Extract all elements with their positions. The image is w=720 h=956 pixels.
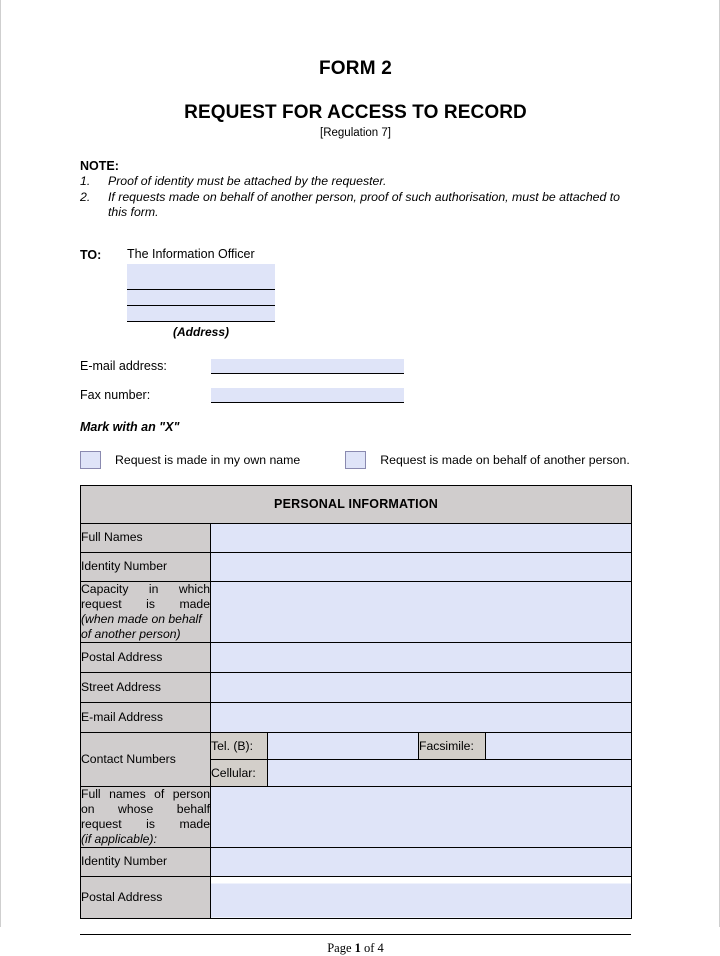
request-type-options [80,451,631,469]
note-item-text: Proof of identity must be attached by the requester. [108,174,387,188]
footer-current-page: 1 [354,940,361,955]
row-input-identity-number[interactable] [211,552,632,581]
address-line-input[interactable] [127,274,275,290]
address-line-input[interactable] [127,306,275,322]
row-input-behalf-full-names[interactable] [211,786,632,847]
row-input-behalf-postal-address[interactable] [211,876,632,918]
note-item [80,190,631,221]
checkbox-own-name[interactable] [80,451,101,469]
form-number: FORM 2 [319,58,392,79]
note-item [80,174,631,190]
checkbox-own-name-label: Request is made in my own name [115,452,301,467]
row-label-street-address: Street Address [81,672,211,702]
row-input-email-address[interactable] [211,702,632,732]
row-label-behalf-note: (if applicable): [81,831,157,846]
table-row [81,672,632,702]
table-header-label: PERSONAL INFORMATION [81,485,632,523]
table-row [81,702,632,732]
page-title: REQUEST FOR ACCESS TO RECORD [184,102,527,123]
address-caption: (Address) [172,324,229,339]
table-row [81,523,632,552]
row-input-cellular[interactable] [268,759,632,786]
row-input-street-address[interactable] [211,672,632,702]
row-label-behalf-main: Full names of person on whose behalf request is made [81,786,210,831]
footer-divider [80,934,631,935]
footer-prefix: Page [327,940,355,955]
note-block [80,159,631,221]
row-input-capacity[interactable] [211,581,632,642]
checkbox-on-behalf-label: Request is made on behalf of another person. [380,452,630,467]
row-label-capacity-note: (when made on behalf of another person) [81,611,202,641]
page-footer [80,941,631,956]
email-address-row [80,359,631,374]
row-label-behalf-full-names [81,786,211,847]
table-row-contact-numbers [81,732,632,759]
sublabel-cellular: Cellular: [211,759,268,786]
personal-information-table [80,485,632,919]
row-input-facsimile[interactable] [486,732,632,759]
table-row [81,786,632,847]
row-input-full-names[interactable] [211,523,632,552]
row-label-postal-address: Postal Address [81,642,211,672]
row-label-behalf-postal-address: Postal Address [81,876,211,918]
to-body [127,247,631,339]
row-label-capacity-main: Capacity in which request is made [81,581,210,611]
note-item-number: 2. [80,189,91,204]
table-row [81,581,632,642]
email-address-label: E-mail address: [80,358,167,373]
table-row [81,552,632,581]
sublabel-tel-business: Tel. (B): [211,732,268,759]
address-line-input[interactable] [127,290,275,306]
address-input-group[interactable] [127,264,275,322]
row-label-behalf-identity-number: Identity Number [81,847,211,876]
regulation-reference: [Regulation 7] [320,127,391,139]
note-item-number: 1. [80,174,91,188]
note-item-text: If requests made on behalf of another person, proof of such authorisation, must be attached to this form. [108,189,621,219]
page-content [80,0,631,956]
to-label: TO: [80,247,102,262]
row-input-postal-address[interactable] [211,642,632,672]
row-label-capacity [81,581,211,642]
fax-number-input[interactable] [211,388,404,403]
row-label-full-names: Full Names [81,523,211,552]
row-input-tel-business[interactable] [268,732,419,759]
table-row [81,876,632,918]
mark-instruction: Mark with an "X" [80,419,180,434]
checkbox-on-behalf[interactable] [345,451,366,469]
footer-suffix: of 4 [360,940,384,955]
fax-number-row [80,388,631,403]
sublabel-facsimile: Facsimile: [419,732,486,759]
to-block [80,247,631,339]
email-address-input[interactable] [211,359,404,374]
fax-number-label: Fax number: [80,387,151,402]
row-label-email-address: E-mail Address [81,702,211,732]
note-heading: NOTE: [80,159,119,173]
address-line-input[interactable] [127,264,275,274]
recipient-name: The Information Officer [127,246,255,261]
table-header-row [81,485,632,523]
table-row [81,642,632,672]
row-input-behalf-identity-number[interactable] [211,847,632,876]
row-label-contact-numbers: Contact Numbers [81,732,211,786]
table-row [81,847,632,876]
row-label-identity-number: Identity Number [81,552,211,581]
